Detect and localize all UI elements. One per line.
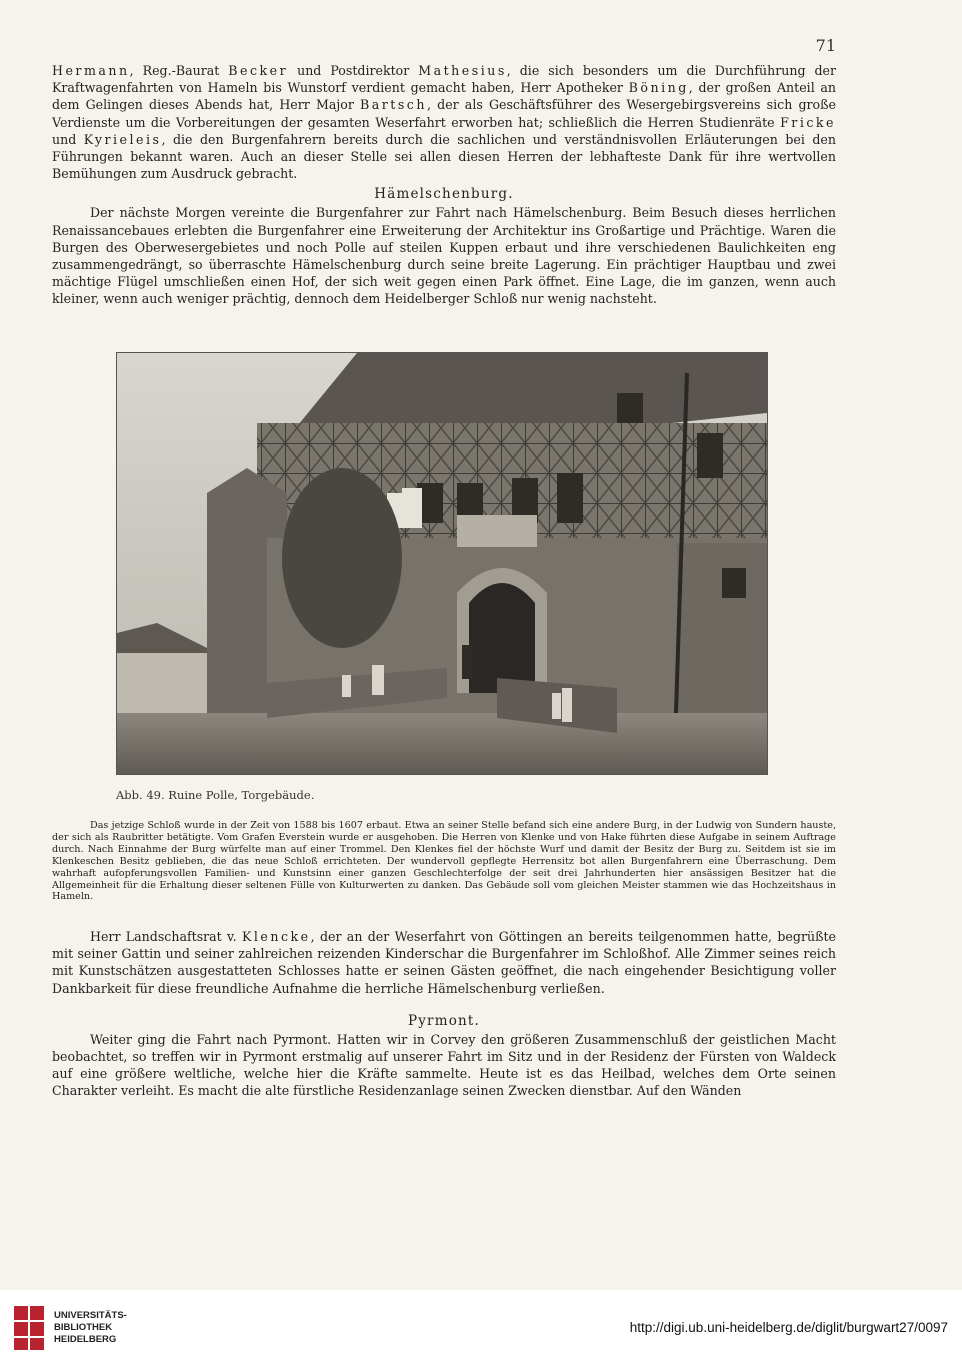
logo-line: UNIVERSITÄTS- — [54, 1310, 127, 1321]
castle-gatehouse-photo — [117, 353, 767, 774]
name-boening: Böning — [628, 80, 689, 96]
text-block-bottom — [52, 928, 836, 1100]
section-heading-haemelschenburg: Hämelschenburg. — [374, 186, 514, 203]
small-paragraph-history: Das jetzige Schloß wurde in der Zeit von 1588 bis 1607 erbaut. Etwa an seiner Stelle befand sich eine andere Burg, in der Ludwig von Sundern hauste, der sich als Raubritter betätigte. Vom Grafen Everstein wurde er ausgehoben. Die Herren von Klenke und von Hake führten diese Aufgabe in seinem Auftrage durch. Nach Einnahme der Burg würfelte man auf einer Trommel. Den Klenkes fiel der höchste Wurf und damit der Besitz der Burg zu. Seitdem ist sie im Klenkeschen Besitz geblieben, die das neue Schloß errichteten. Der wundervoll gepflegte Herrensitz bot allen Burgenfahrern eine Überraschung. Dem wahrhaft aufopferungsvollen Familien- und Kunstsinn einer ganzen Geschlechterfolge der seit drei Jahrhunderten hier ansässigen Besitzer hat die Allgemeinheit für die Erhaltung dieser seltenen Fülle von Kulturwerten zu danken. Das Gebäude soll vom gleichen Meister stammen wie das Hochzeitshaus in Hameln. — [52, 820, 836, 903]
footnote-block — [52, 820, 836, 903]
paragraph-klencke — [52, 928, 836, 997]
figure-photo — [116, 352, 768, 775]
figure-caption: Abb. 49. Ruine Polle, Torgebäude. — [116, 788, 315, 802]
footer — [0, 1290, 962, 1367]
name-hermann: Hermann — [52, 63, 130, 78]
name-mathesius: Mathesius — [418, 63, 507, 78]
text-run: und Postdirektor — [288, 63, 419, 78]
page-number: 71 — [815, 36, 836, 55]
text-run: , der an der Weserfahrt von Göttingen an bereits teilgenommen hatte, begrüßte mit seiner Gattin und seiner zahlreichen reizenden Kinderschar die Burgenfahrer im Schloßhof. Alle Zimmer seines reich mit Kunstschätzen ausgestatteten Schlosses hatte er seinen Gästen geöffnet, die nach eingehender Besichtigung voller Dankbarkeit für diese freundliche Aufnahme die herrliche Hämelschenburg verließen. — [52, 929, 836, 996]
name-becker: Becker — [228, 63, 289, 78]
text-run: , Reg.-Baurat — [129, 63, 229, 78]
library-name — [54, 1310, 127, 1346]
paragraph-haemelschenburg: Der nächste Morgen vereinte die Burgenfahrer zur Fahrt nach Hämelschenburg. Beim Besuch dieses herrlichen Renaissancebaues erlebten die Burgenfahrer eine Erweiterung der Architektur ins Großartige und Prächtige. Waren die Burgen des Oberwesergebietes und noch Polle auf steilen Kuppen erbaut und ihre verschiedenen Baulichkeiten eng zusammengedrängt, so überraschte Hämelschenburg durch seine breite Lagerung. Ein prächtiger Hauptbau und zwei mächtige Flügel umschließen einen Hof, der sich weit gegen einen Park öffnet. Eine Lage, die im ganzen, wenn auch kleiner, wenn auch weniger prächtig, dennoch dem Heidelberger Schloß nur wenig nachsteht. — [52, 205, 836, 307]
text-block-top — [52, 62, 836, 308]
name-fricke: Fricke — [780, 114, 836, 130]
paragraph-acknowledgements — [52, 62, 836, 182]
text-run: , die sich besonders um die Durchführung der Kraftwagenfahrten von Hameln bis Wunstorf verdient gemacht haben, Herr Apotheker — [52, 63, 836, 96]
text-run: , der als Geschäftsführer des Wesergebirgsvereins sich große Verdienste um die Vorbereitungen der gesamten Weserfahrt erworben hat; schließlich die Herren Studienräte — [52, 97, 836, 130]
section-heading-pyrmont: Pyrmont. — [407, 1012, 481, 1029]
name-bartsch: Bartsch — [360, 97, 427, 113]
source-url-link[interactable]: http://digi.ub.uni-heidelberg.de/diglit/burgwart27/0097 — [629, 1320, 948, 1335]
name-kyrieleis: Kyrieleis — [83, 131, 162, 147]
text-run: , der großen Anteil an dem Gelingen dieses Abends hat, Herr Major — [52, 80, 836, 113]
name-klencke: Klencke — [242, 929, 311, 944]
text-run: , die den Burgenfahrern bereits durch die sachlichen und verständnisvollen Erläuterungen bei den Führungen bekannt waren. Auch an dieser Stelle sei allen diesen Herren der lebhafteste Dank für ihre wertvollen Bemühungen zum Ausdruck gebracht. — [52, 131, 836, 182]
text-run: Herr Landschaftsrat v. — [90, 929, 242, 944]
text-run: und — [52, 131, 84, 147]
paragraph-pyrmont: Weiter ging die Fahrt nach Pyrmont. Hatten wir in Corvey den größeren Zusammenschluß der geistlichen Macht beobachtet, so treffen wir in Pyrmont erstmalig auf unserer Fahrt im Sitz und in der Residenz der Fürsten von Waldeck auf eine größere weltliche, welche hier die Kräfte sammelte. Heute ist es das Heilbad, welches dem Orte seinen Charakter verleiht. Es macht die alte fürstliche Residenzanlage seinen Zwecken dienstbar. Auf den Wänden — [52, 1031, 836, 1099]
library-logo[interactable] — [12, 1304, 172, 1354]
logo-line: BIBLIOTHEK — [54, 1322, 113, 1333]
logo-line: HEIDELBERG — [54, 1334, 117, 1345]
library-emblem-icon — [12, 1304, 46, 1352]
